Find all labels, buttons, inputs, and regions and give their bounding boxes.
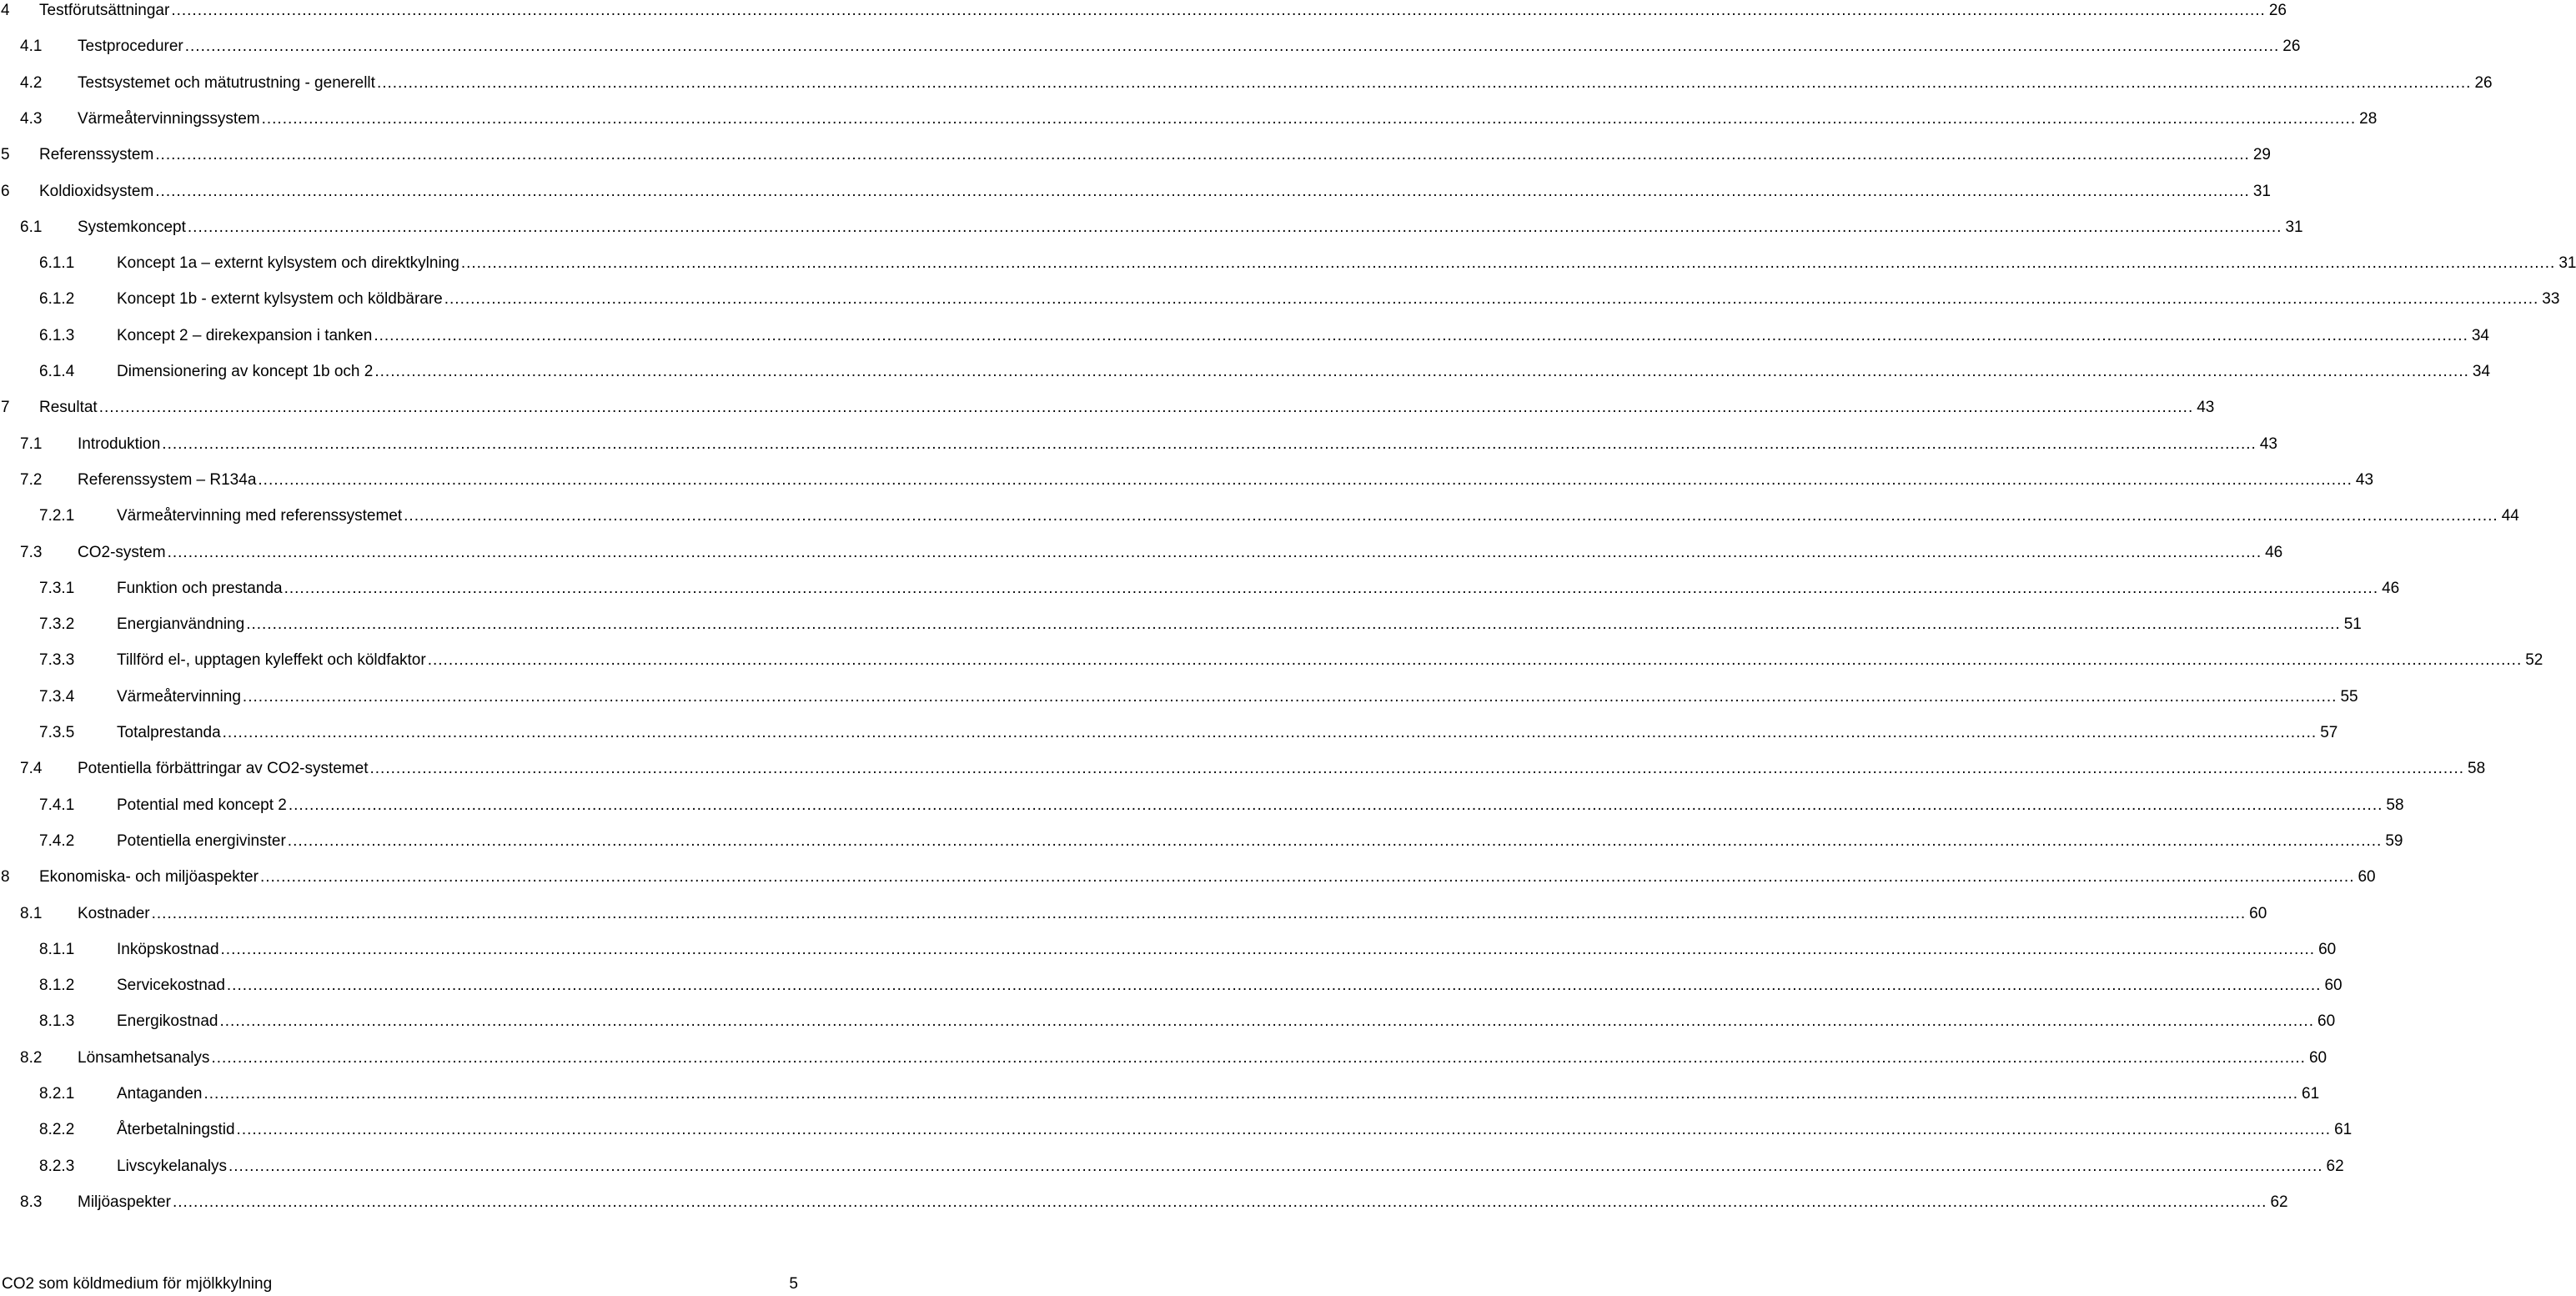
toc-entry-title: Energikostnad bbox=[117, 1011, 219, 1032]
toc-dot-leader: ................................................................................................................................................................................................................................................................................................................................................................................................................ bbox=[258, 471, 2353, 489]
toc-entry-page: 43 bbox=[2193, 397, 2214, 419]
toc-entry-title: Referenssystem – R134a bbox=[78, 470, 258, 491]
toc-dot-leader: ................................................................................................................................................................................................................................................................................................................................................................................................................ bbox=[155, 183, 2250, 200]
toc-entry-page: 62 bbox=[2267, 1192, 2287, 1213]
toc-entry-page: 46 bbox=[2378, 578, 2399, 600]
toc-dot-leader: ................................................................................................................................................................................................................................................................................................................................................................................................................ bbox=[172, 1193, 2267, 1211]
toc-dot-leader: ................................................................................................................................................................................................................................................................................................................................................................................................................ bbox=[287, 832, 2383, 850]
toc-entry-title: Funktion och prestanda bbox=[117, 578, 284, 600]
toc-entry-number: 8.1.3 bbox=[39, 1012, 75, 1030]
toc-dot-leader: ................................................................................................................................................................................................................................................................................................................................................................................................................ bbox=[284, 580, 2379, 597]
toc-dot-leader: ................................................................................................................................................................................................................................................................................................................................................................................................................ bbox=[167, 544, 2262, 561]
toc-entry[interactable] bbox=[0, 1156, 2344, 1178]
toc-entry[interactable] bbox=[0, 903, 2267, 925]
toc-dot-leader: ................................................................................................................................................................................................................................................................................................................................................................................................................ bbox=[211, 1049, 2306, 1067]
toc-entry-title: Kostnader bbox=[78, 903, 152, 925]
toc-dot-leader: ................................................................................................................................................................................................................................................................................................................................................................................................................ bbox=[155, 146, 2250, 163]
toc-entry-title: Dimensionering av koncept 1b och 2 bbox=[117, 361, 374, 383]
toc-entry-page: 31 bbox=[2250, 181, 2271, 203]
toc-dot-leader: ................................................................................................................................................................................................................................................................................................................................................................................................................ bbox=[376, 74, 2472, 92]
toc-entry-number: 8.1.2 bbox=[39, 977, 75, 994]
toc-entry[interactable] bbox=[0, 217, 2303, 239]
toc-entry[interactable] bbox=[0, 325, 2489, 347]
toc-entry-page: 60 bbox=[2354, 867, 2375, 888]
toc-entry-title: Värmeåtervinning med referenssystemet bbox=[117, 505, 404, 527]
toc-entry-number: 6.1.4 bbox=[39, 363, 75, 380]
toc-entry-title: Värmeåtervinningssystem bbox=[78, 108, 262, 130]
toc-dot-leader: ................................................................................................................................................................................................................................................................................................................................................................................................................ bbox=[226, 977, 2322, 994]
toc-entry-title: Miljöaspekter bbox=[78, 1192, 173, 1213]
toc-entry[interactable] bbox=[0, 758, 2486, 780]
toc-entry-title: Testförutsättningar bbox=[39, 0, 171, 22]
toc-entry-number: 7.2 bbox=[20, 471, 43, 489]
toc-entry-title: Testsystemet och mätutrustning - generellt bbox=[78, 73, 377, 94]
toc-entry-page: 51 bbox=[2341, 614, 2362, 635]
toc-entry[interactable] bbox=[0, 795, 2404, 816]
toc-entry-page: 34 bbox=[2468, 325, 2489, 347]
toc-dot-leader: ................................................................................................................................................................................................................................................................................................................................................................................................................ bbox=[228, 1158, 2323, 1175]
toc-dot-leader: ................................................................................................................................................................................................................................................................................................................................................................................................................ bbox=[151, 905, 2247, 922]
toc-entry-page: 28 bbox=[2356, 108, 2377, 130]
toc-entry-title: Antaganden bbox=[117, 1083, 204, 1105]
toc-entry-number: 4.1 bbox=[20, 38, 43, 55]
toc-entry[interactable] bbox=[0, 73, 2493, 94]
toc-entry-title: Servicekostnad bbox=[117, 975, 227, 997]
toc-entry-number: 7 bbox=[1, 399, 10, 416]
toc-entry[interactable] bbox=[0, 578, 2400, 600]
toc-entry-page: 60 bbox=[2315, 939, 2336, 961]
toc-dot-leader: ................................................................................................................................................................................................................................................................................................................................................................................................................ bbox=[444, 290, 2539, 308]
toc-entry[interactable] bbox=[0, 0, 2287, 22]
toc-entry-title: Potential med koncept 2 bbox=[117, 795, 289, 816]
toc-entry[interactable] bbox=[0, 614, 2362, 635]
toc-entry-title: Inköpskostnad bbox=[117, 939, 221, 961]
toc-entry-page: 33 bbox=[2538, 289, 2559, 310]
toc-entry[interactable] bbox=[0, 1192, 2288, 1213]
toc-entry[interactable] bbox=[0, 1083, 2320, 1105]
toc-entry[interactable] bbox=[0, 542, 2283, 564]
toc-entry-title: Resultat bbox=[39, 397, 99, 419]
toc-dot-leader: ................................................................................................................................................................................................................................................................................................................................................................................................................ bbox=[236, 1121, 2332, 1138]
toc-entry[interactable] bbox=[0, 975, 2343, 997]
toc-entry[interactable] bbox=[0, 722, 2338, 744]
toc-entry-title: Återbetalningstid bbox=[117, 1119, 237, 1141]
toc-entry-number: 7.3.4 bbox=[39, 688, 75, 706]
footer-page-number: 5 bbox=[789, 1275, 798, 1293]
toc-entry[interactable] bbox=[0, 1047, 2327, 1069]
toc-entry-page: 61 bbox=[2298, 1083, 2319, 1105]
toc-dot-leader: ................................................................................................................................................................................................................................................................................................................................................................................................................ bbox=[242, 688, 2337, 706]
toc-entry-page: 29 bbox=[2250, 144, 2271, 166]
toc-entry-title: Tillförd el-, upptagen kyleffekt och köldfaktor bbox=[117, 650, 428, 671]
toc-entry-number: 7.3.2 bbox=[39, 615, 75, 633]
toc-entry-title: Potentiella energivinster bbox=[117, 831, 288, 852]
toc-entry[interactable] bbox=[0, 361, 2491, 383]
toc-entry-number: 6.1.2 bbox=[39, 290, 75, 308]
toc-entry-number: 7.3 bbox=[20, 544, 43, 561]
toc-entry-number: 7.3.1 bbox=[39, 580, 75, 597]
toc-entry-number: 6.1.1 bbox=[39, 254, 75, 272]
toc-entry[interactable] bbox=[0, 434, 2277, 455]
toc-entry-number: 8.2.1 bbox=[39, 1085, 75, 1103]
toc-dot-leader: ................................................................................................................................................................................................................................................................................................................................................................................................................ bbox=[171, 2, 2266, 19]
toc-entry-title: Systemkoncept bbox=[78, 217, 188, 239]
toc-entry-number: 7.4 bbox=[20, 760, 43, 777]
toc-dot-leader: ................................................................................................................................................................................................................................................................................................................................................................................................................ bbox=[404, 507, 2498, 525]
toc-entry-page: 58 bbox=[2383, 795, 2403, 816]
toc-entry[interactable] bbox=[0, 181, 2271, 203]
toc-entry-number: 8.2 bbox=[20, 1049, 43, 1067]
toc-entry[interactable] bbox=[0, 144, 2271, 166]
toc-entry-page: 43 bbox=[2353, 470, 2373, 491]
toc-entry-page: 26 bbox=[2279, 36, 2300, 58]
toc-entry-number: 7.3.3 bbox=[39, 651, 75, 669]
toc-entry-title: Energianvändning bbox=[117, 614, 246, 635]
toc-entry[interactable] bbox=[0, 686, 2358, 708]
toc-entry[interactable] bbox=[0, 289, 2560, 310]
toc-entry-title: Koncept 2 – direkexpansion i tanken bbox=[117, 325, 374, 347]
toc-entry-number: 6.1.3 bbox=[39, 327, 75, 344]
toc-dot-leader: ................................................................................................................................................................................................................................................................................................................................................................................................................ bbox=[162, 435, 2257, 453]
toc-dot-leader: ................................................................................................................................................................................................................................................................................................................................................................................................................ bbox=[246, 615, 2341, 633]
toc-entry-title: Referenssystem bbox=[39, 144, 155, 166]
toc-entry-title: Ekonomiska- och miljöaspekter bbox=[39, 867, 260, 888]
toc-entry[interactable] bbox=[0, 36, 2301, 58]
toc-dot-leader: ................................................................................................................................................................................................................................................................................................................................................................................................................ bbox=[187, 219, 2282, 236]
toc-entry-page: 34 bbox=[2469, 361, 2490, 383]
toc-entry-page: 59 bbox=[2382, 831, 2403, 852]
toc-entry-title: Livscykelanalys bbox=[117, 1156, 228, 1178]
toc-entry[interactable] bbox=[0, 831, 2403, 852]
toc-entry-number: 8.3 bbox=[20, 1193, 43, 1211]
toc-entry[interactable] bbox=[0, 397, 2215, 419]
toc-entry-number: 7.4.2 bbox=[39, 832, 75, 850]
toc-entry-page: 26 bbox=[2471, 73, 2492, 94]
toc-entry-title: CO2-system bbox=[78, 542, 168, 564]
toc-entry-page: 44 bbox=[2498, 505, 2519, 527]
toc-entry-number: 5 bbox=[1, 146, 10, 163]
toc-entry[interactable] bbox=[0, 108, 2378, 130]
toc-dot-leader: ................................................................................................................................................................................................................................................................................................................................................................................................................ bbox=[374, 363, 2469, 380]
toc-dot-leader: ................................................................................................................................................................................................................................................................................................................................................................................................................ bbox=[374, 327, 2468, 344]
toc-entry-page: 31 bbox=[2555, 253, 2576, 274]
toc-dot-leader: ................................................................................................................................................................................................................................................................................................................................................................................................................ bbox=[369, 760, 2465, 777]
toc-entry[interactable] bbox=[0, 867, 2376, 888]
toc-dot-leader: ................................................................................................................................................................................................................................................................................................................................................................................................................ bbox=[220, 941, 2316, 958]
toc-entry-page: 46 bbox=[2262, 542, 2282, 564]
page-footer bbox=[0, 1273, 801, 1296]
toc-dot-leader: ................................................................................................................................................................................................................................................................................................................................................................................................................ bbox=[259, 868, 2355, 886]
toc-entry-number: 4.3 bbox=[20, 110, 43, 128]
toc-entry-title: Introduktion bbox=[78, 434, 162, 455]
toc-entry[interactable] bbox=[0, 253, 2576, 274]
toc-dot-leader: ................................................................................................................................................................................................................................................................................................................................................................................................................ bbox=[219, 1012, 2314, 1030]
toc-entry-title: Testprocedurer bbox=[78, 36, 185, 58]
toc-entry[interactable] bbox=[0, 1119, 2353, 1141]
toc-entry-page: 60 bbox=[2246, 903, 2267, 925]
toc-entry-page: 61 bbox=[2331, 1119, 2352, 1141]
toc-entry-page: 58 bbox=[2464, 758, 2485, 780]
toc-entry-title: Lönsamhetsanalys bbox=[78, 1047, 211, 1069]
toc-dot-leader: ................................................................................................................................................................................................................................................................................................................................................................................................................ bbox=[203, 1085, 2299, 1103]
toc-entry[interactable] bbox=[0, 650, 2543, 671]
toc-entry-title: Koncept 1b - externt kylsystem och köldbärare bbox=[117, 289, 444, 310]
toc-entry-page: 26 bbox=[2266, 0, 2287, 22]
toc-dot-leader: ................................................................................................................................................................................................................................................................................................................................................................................................................ bbox=[460, 254, 2556, 272]
toc-entry-number: 4.2 bbox=[20, 74, 43, 92]
toc-entry-number: 7.2.1 bbox=[39, 507, 75, 525]
toc-entry-title: Koldioxidsystem bbox=[39, 181, 155, 203]
toc-entry[interactable] bbox=[0, 470, 2374, 491]
toc-entry-title: Värmeåtervinning bbox=[117, 686, 243, 708]
toc-entry-page: 57 bbox=[2317, 722, 2337, 744]
toc-entry-number: 4 bbox=[1, 2, 10, 19]
toc-entry-number: 7.1 bbox=[20, 435, 43, 453]
toc-dot-leader: ................................................................................................................................................................................................................................................................................................................................................................................................................ bbox=[184, 38, 2280, 55]
toc-entry-title: Potentiella förbättringar av CO2-systemet bbox=[78, 758, 370, 780]
toc-entry-number: 7.4.1 bbox=[39, 796, 75, 814]
toc-dot-leader: ................................................................................................................................................................................................................................................................................................................................................................................................................ bbox=[427, 651, 2523, 669]
toc-dot-leader: ................................................................................................................................................................................................................................................................................................................................................................................................................ bbox=[222, 724, 2317, 741]
toc-entry-number: 7.3.5 bbox=[39, 724, 75, 741]
toc-entry-page: 60 bbox=[2321, 975, 2342, 997]
toc-dot-leader: ................................................................................................................................................................................................................................................................................................................................................................................................................ bbox=[288, 796, 2383, 814]
toc-entry-page: 43 bbox=[2257, 434, 2277, 455]
toc-entry[interactable] bbox=[0, 939, 2337, 961]
toc-entry-number: 6 bbox=[1, 183, 10, 200]
toc-entry-page: 60 bbox=[2314, 1011, 2335, 1032]
toc-entry-number: 8.1.1 bbox=[39, 941, 75, 958]
toc-entry-title: Koncept 1a – externt kylsystem och direktkylning bbox=[117, 253, 461, 274]
toc-entry[interactable] bbox=[0, 1011, 2336, 1032]
toc-entry-page: 60 bbox=[2306, 1047, 2327, 1069]
toc-entry-number: 6.1 bbox=[20, 219, 43, 236]
toc-entry-number: 8.1 bbox=[20, 905, 43, 922]
toc-entry-page: 52 bbox=[2522, 650, 2543, 671]
footer-title: CO2 som köldmedium för mjölkkylning bbox=[2, 1275, 273, 1293]
toc-entry-page: 55 bbox=[2337, 686, 2358, 708]
toc-entry-page: 62 bbox=[2323, 1156, 2344, 1178]
toc-dot-leader: ................................................................................................................................................................................................................................................................................................................................................................................................................ bbox=[98, 399, 2194, 416]
toc-entry-number: 8 bbox=[1, 868, 10, 886]
toc-entry-title: Totalprestanda bbox=[117, 722, 223, 744]
toc-dot-leader: ................................................................................................................................................................................................................................................................................................................................................................................................................ bbox=[261, 110, 2357, 128]
toc-entry[interactable] bbox=[0, 505, 2519, 527]
toc-entry-number: 8.2.2 bbox=[39, 1121, 75, 1138]
toc-entry-page: 31 bbox=[2282, 217, 2302, 239]
toc-entry-number: 8.2.3 bbox=[39, 1158, 75, 1175]
